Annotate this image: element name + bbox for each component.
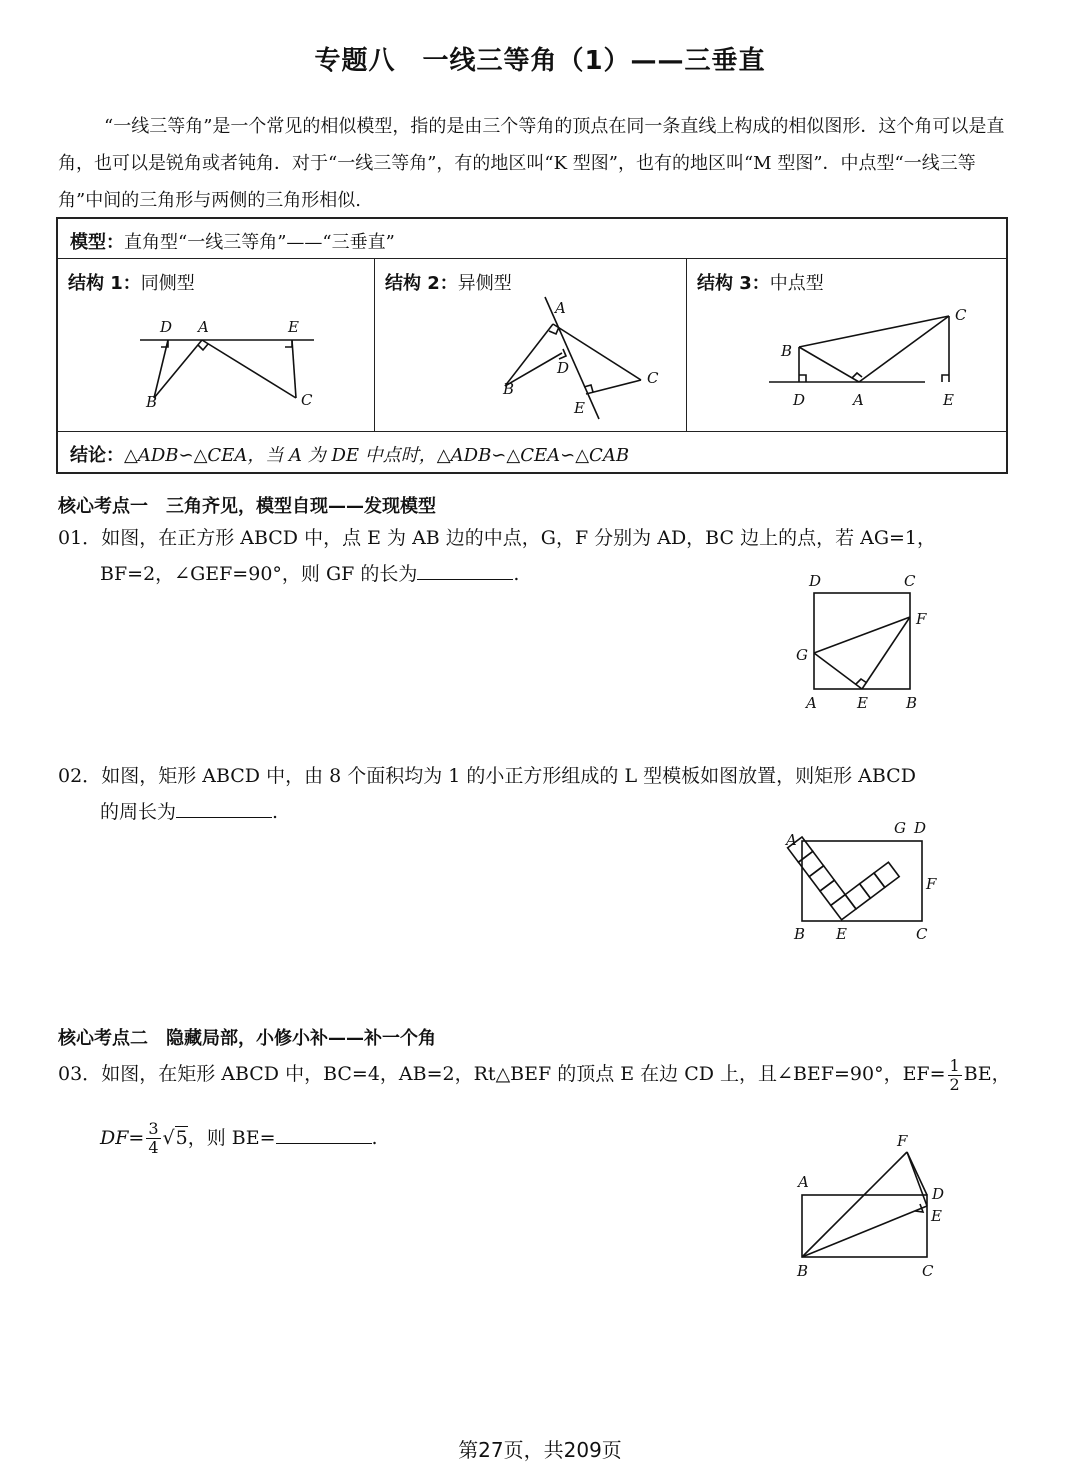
structure-1-label: 结构 1：同侧型 [68, 273, 195, 294]
q2-line1: 02．如图，矩形 ABCD 中，由 8 个面积均为 1 的小正方形组成的 L 型模板如图放置，则矩形 ABCD [58, 765, 916, 787]
label-c: C [647, 369, 659, 387]
label-e: E [288, 318, 299, 336]
structure-3-label: 结构 3：中点型 [697, 273, 824, 294]
section-2-heading: 核心考点二 隐藏局部，小修小补——补一个角 [58, 1028, 436, 1049]
label-b: B [146, 393, 158, 411]
page-footer: 第27页，共209页 [458, 1438, 622, 1462]
q3-fraction-three-quarters: $\frac{3}{4}$ [148, 1119, 159, 1157]
q1-answer-blank[interactable] [417, 561, 513, 580]
q3-fraction-half: $\frac{1}{2}$ [949, 1055, 960, 1094]
model-conclusion [58, 432, 1006, 472]
label-c: C [916, 925, 928, 943]
q1-figure [780, 568, 940, 716]
q1-line2: BF=2，∠GEF=90°，则 GF 的长为 . [100, 563, 520, 585]
label-e: E [836, 925, 847, 943]
model-label: 模型： [70, 232, 124, 253]
label-d: D [809, 572, 822, 590]
q3-figure [780, 1130, 960, 1282]
conclusion-label: 结论： [70, 445, 124, 466]
conclusion-text: △ADB∽△CEA，当 A 为 DE 中点时，△ADB∽△CEA∽△CAB [124, 445, 630, 466]
label-a: A [198, 318, 209, 336]
label-e: E [574, 399, 585, 417]
model-structures [58, 259, 1006, 432]
label-a: A [853, 391, 864, 409]
label-b: B [797, 1262, 809, 1280]
label-d: D [914, 819, 927, 837]
label-e: E [943, 391, 954, 409]
label-c: C [301, 391, 313, 409]
structure-3-figure [687, 259, 1007, 432]
label-e: E [931, 1207, 942, 1225]
label-b: B [781, 342, 793, 360]
intro-paragraph: “一线三等角”是一个常见的相似模型，指的是由三个等角的顶点在同一条直线上构成的相似图形．这个角可以是直角，也可以是锐角或者钝角．对于“一线三等角”，有的地区叫“K 型图”，也有的地区叫“M 型图”．中点型“一线三等角”中间的三角形与两侧的三角形相似. [58, 116, 1005, 211]
label-a: A [798, 1173, 809, 1191]
q2-figure [780, 815, 950, 950]
structure-3-cell [686, 259, 1006, 432]
structure-1-figure [58, 259, 374, 432]
label-a: A [786, 831, 797, 849]
q2-answer-blank[interactable] [176, 799, 272, 818]
section-1-heading: 核心考点一 三角齐见，模型自现——发现模型 [58, 496, 436, 517]
label-a: A [806, 694, 817, 712]
structure-2-label: 结构 2：异侧型 [385, 273, 512, 294]
label-c: C [922, 1262, 934, 1280]
label-d: D [160, 318, 173, 336]
q1-line1: 01．如图，在正方形 ABCD 中，点 E 为 AB 边的中点，G，F 分别为 AD，BC 边上的点，若 AG=1， [58, 527, 937, 549]
q3-line1: 03．如图，在矩形 ABCD 中，BC=4，AB=2，Rt△BEF 的顶点 E 在边 CD 上，且∠BEF=90°，EF= $\frac{1}{2}$ BE， [58, 1055, 1011, 1094]
model-box [56, 217, 1008, 474]
l-template [788, 815, 900, 920]
structure-1-cell [58, 259, 374, 432]
label-d: D [793, 391, 806, 409]
intro-text [58, 108, 1008, 219]
label-c: C [904, 572, 916, 590]
label-b: B [906, 694, 918, 712]
model-title: 直角型“一线三等角”——“三垂直” [124, 232, 395, 253]
sqrt-icon: √ [162, 1126, 175, 1149]
q3-line2: DF= $\frac{3}{4}$ √5，则 BE= . [100, 1119, 378, 1157]
label-f: F [897, 1132, 908, 1150]
q3-answer-blank[interactable] [276, 1125, 372, 1144]
label-e: E [857, 694, 868, 712]
label-d: D [932, 1185, 945, 1203]
label-a: A [555, 299, 566, 317]
page-title: 专题八 一线三等角（1）——三垂直 [314, 46, 766, 76]
label-g: G [894, 819, 906, 837]
label-f: F [926, 875, 937, 893]
label-b: B [503, 380, 515, 398]
structure-2-figure [375, 259, 687, 432]
label-d: D [557, 359, 570, 377]
structure-2-cell [374, 259, 686, 432]
q2-line2: 的周长为 . [100, 801, 279, 823]
label-c: C [955, 306, 967, 324]
model-header [58, 219, 1006, 259]
label-b: B [794, 925, 806, 943]
label-g: G [796, 646, 808, 664]
label-f: F [916, 610, 927, 628]
